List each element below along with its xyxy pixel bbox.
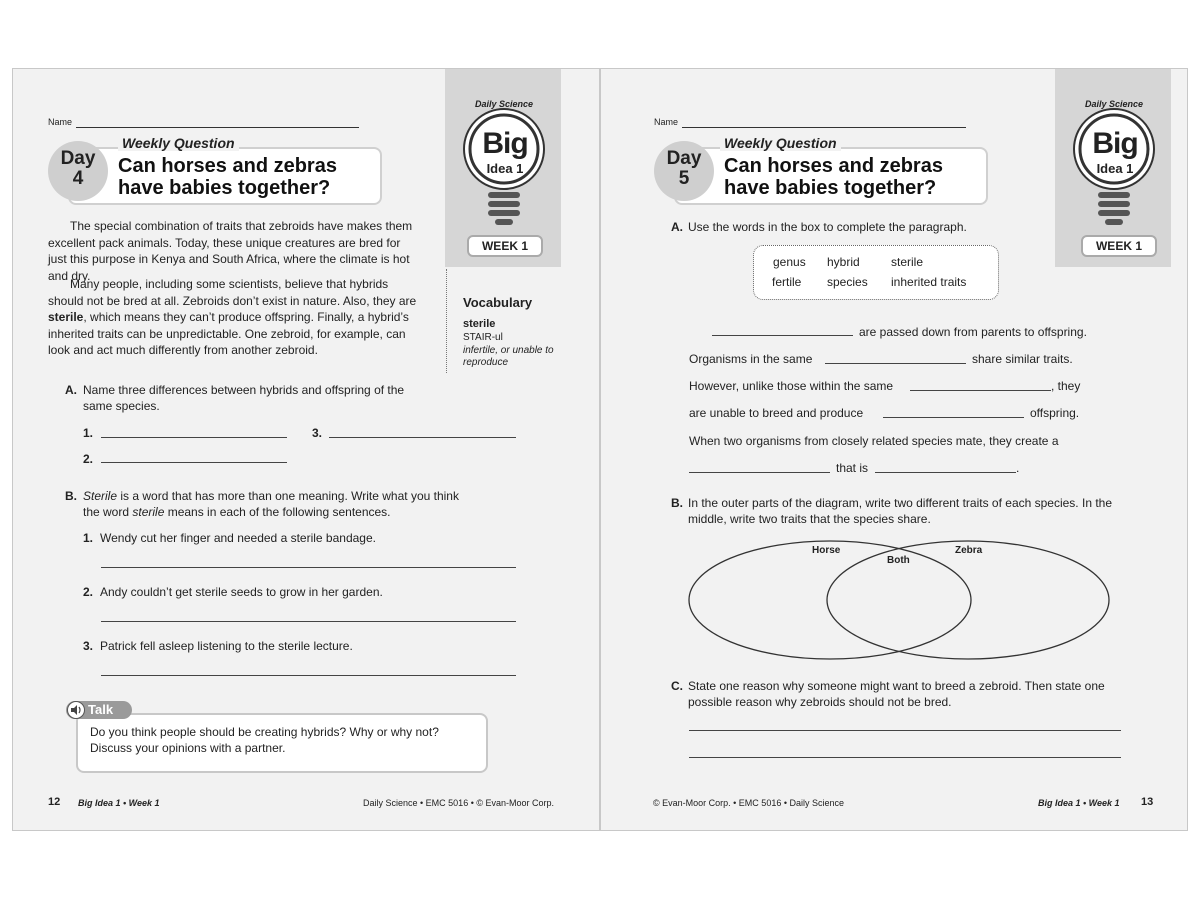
- word-bank-genus: genus: [773, 255, 806, 269]
- question-a-text: Name three differences between hybrids and offspring of the same species.: [83, 383, 405, 413]
- sentence-6-end: .: [1016, 461, 1020, 475]
- sentence-5: When two organisms from closely related species mate, they create a: [689, 434, 1059, 448]
- paragraph-2-bold-word: sterile: [48, 310, 84, 324]
- weekly-question-label: Weekly Question: [720, 135, 841, 151]
- reading-paragraph-2: [48, 276, 420, 359]
- b-item-3-text: Patrick fell asleep listening to the sterile lecture.: [100, 639, 353, 653]
- right-page: [600, 68, 1188, 831]
- sentence-3-end: , they: [1051, 379, 1081, 393]
- footer-credit: Daily Science • EMC 5016 • © Evan-Moor Corp.: [363, 798, 555, 808]
- c-answer-line-1[interactable]: [689, 730, 1121, 731]
- question-b-text: [83, 488, 473, 520]
- name-label: Name: [654, 117, 679, 127]
- word-bank-sterile: sterile: [891, 255, 924, 269]
- question-a-letter: A.: [65, 383, 77, 397]
- title-line-2: have babies together?: [118, 177, 331, 199]
- vocab-heading: Vocabulary: [463, 295, 533, 310]
- day-number: 5: [678, 168, 690, 189]
- question-b-italic-2: sterile: [132, 505, 165, 519]
- b-item-2-text: Andy couldn’t get sterile seeds to grow in her garden.: [100, 585, 383, 599]
- logo-idea-text: Idea 1: [1096, 161, 1134, 176]
- venn-label-horse: Horse: [812, 545, 841, 556]
- blank-2[interactable]: [825, 363, 966, 364]
- day-circle: [48, 141, 108, 201]
- venn-zebra-ellipse[interactable]: [827, 541, 1109, 659]
- day-word: Day: [666, 148, 702, 169]
- page-number: 12: [48, 796, 61, 808]
- c-answer-line-2[interactable]: [689, 757, 1121, 758]
- blank-4[interactable]: [883, 417, 1024, 418]
- sentence-1: are passed down from parents to offspring.: [859, 325, 1087, 339]
- blank-6[interactable]: [875, 472, 1016, 473]
- question-b-text-2: means in each of the following sentences.: [164, 505, 391, 519]
- word-bank-fertile: fertile: [772, 275, 802, 289]
- weekly-question-label: Weekly Question: [118, 135, 239, 151]
- sentence-4-start: are unable to breed and produce: [689, 406, 864, 420]
- name-label: Name: [48, 117, 73, 127]
- question-b-text: In the outer parts of the diagram, write two different traits of each species. In the middle, write two traits that the species share.: [688, 496, 1113, 526]
- blank-3[interactable]: [910, 390, 1051, 391]
- b-item-2-number: 2.: [83, 585, 94, 599]
- answer-a-3-line[interactable]: [329, 437, 516, 438]
- logo-top-text: Daily Science: [1084, 99, 1144, 109]
- sentence-2-start: Organisms in the same: [689, 352, 813, 366]
- vocab-divider: [446, 269, 447, 373]
- word-bank-inherited-traits: inherited traits: [891, 275, 967, 289]
- page-title: [118, 155, 398, 199]
- title-line-1: Can horses and zebras: [724, 155, 943, 177]
- logo-corner-panel: [445, 69, 561, 267]
- day-number: 4: [72, 168, 84, 189]
- answer-a-2-line[interactable]: [101, 462, 287, 463]
- venn-horse-ellipse[interactable]: [689, 541, 971, 659]
- question-c-letter: C.: [671, 679, 683, 693]
- footer-credit: © Evan-Moor Corp. • EMC 5016 • Daily Science: [653, 798, 845, 808]
- b-item-3-number: 3.: [83, 639, 94, 653]
- logo-big-text: Big: [1092, 127, 1138, 160]
- question-b-letter: B.: [65, 489, 77, 503]
- logo-big-text: Big: [482, 127, 528, 160]
- answer-a-1-number: 1.: [83, 426, 94, 440]
- week-badge: WEEK 1: [1081, 235, 1157, 257]
- question-c-text: State one reason why someone might want to breed a zebroid. Then state one possible reason why zebroids should not be bred.: [688, 679, 1105, 709]
- answer-a-3-number: 3.: [312, 426, 323, 440]
- b-item-2-answer-line[interactable]: [101, 621, 516, 622]
- b-item-1-text: Wendy cut her finger and needed a sterile bandage.: [100, 531, 376, 545]
- venn-label-zebra: Zebra: [955, 545, 983, 556]
- word-bank-species: species: [827, 275, 868, 289]
- word-bank-hybrid: hybrid: [827, 255, 860, 269]
- talk-text: Do you think people should be creating hybrids? Why or why not? Discuss your opinions with a partner.: [90, 725, 439, 755]
- b-item-1-number: 1.: [83, 531, 94, 545]
- title-line-2: have babies together?: [724, 177, 937, 199]
- b-item-3-answer-line[interactable]: [101, 675, 516, 676]
- question-a-text: Use the words in the box to complete the paragraph.: [688, 220, 967, 234]
- logo-idea-text: Idea 1: [486, 161, 524, 176]
- venn-label-both: Both: [887, 555, 910, 566]
- paragraph-2-part-b: , which means they can’t produce offspring. Finally, a hybrid’s inherited traits can be unpredictable. One zebroid, for example, can look and act much differently from another zebroid.: [48, 310, 409, 357]
- question-b-text-1: is a word that has more than one meaning. Write what you think the word: [83, 489, 459, 519]
- speaker-icon: [67, 701, 87, 719]
- question-a-letter: A.: [671, 220, 683, 234]
- name-line[interactable]: [682, 127, 966, 128]
- vocab-word: sterile: [463, 318, 496, 330]
- blank-5[interactable]: [689, 472, 830, 473]
- b-item-1-answer-line[interactable]: [101, 567, 516, 568]
- title-line-1: Can horses and zebras: [118, 155, 337, 177]
- blank-1[interactable]: [712, 335, 853, 336]
- talk-tab: [66, 701, 132, 719]
- page-number: 13: [1141, 796, 1154, 808]
- sentence-2-end: share similar traits.: [972, 352, 1073, 366]
- name-line[interactable]: [76, 127, 359, 128]
- question-b-letter: B.: [671, 496, 683, 510]
- talk-label: Talk: [88, 702, 114, 717]
- footer-section: Big Idea 1 • Week 1: [78, 798, 160, 808]
- day-circle: [654, 141, 714, 201]
- answer-a-1-line[interactable]: [101, 437, 287, 438]
- reading-paragraph-1: The special combination of traits that zebroids have makes them excellent pack animals. Today, these unique creatures are bred for just this purpose in Kenya and South Africa, where the climate is hot and dry.: [48, 219, 413, 283]
- paragraph-2-part-a: Many people, including some scientists, believe that hybrids should not be bred at all. Zebroids don’t exist in nature. Also, they are: [48, 277, 417, 308]
- sentence-4-end: offspring.: [1030, 406, 1080, 420]
- page-title: [724, 155, 1004, 199]
- vocab-pronunciation: STAIR-ul: [463, 332, 503, 343]
- logo-top-text: Daily Science: [474, 99, 534, 109]
- sentence-6-middle: that is: [836, 461, 869, 475]
- week-badge: WEEK 1: [467, 235, 543, 257]
- day-word: Day: [60, 148, 96, 169]
- question-b-italic-1: Sterile: [83, 489, 118, 503]
- footer-section: Big Idea 1 • Week 1: [1038, 798, 1120, 808]
- left-page: [12, 68, 600, 831]
- logo-corner-panel: [1055, 69, 1171, 267]
- vocab-definition: infertile, or unable to reproduce: [463, 345, 554, 368]
- sentence-3-start: However, unlike those within the same: [689, 379, 894, 393]
- answer-a-2-number: 2.: [83, 452, 94, 466]
